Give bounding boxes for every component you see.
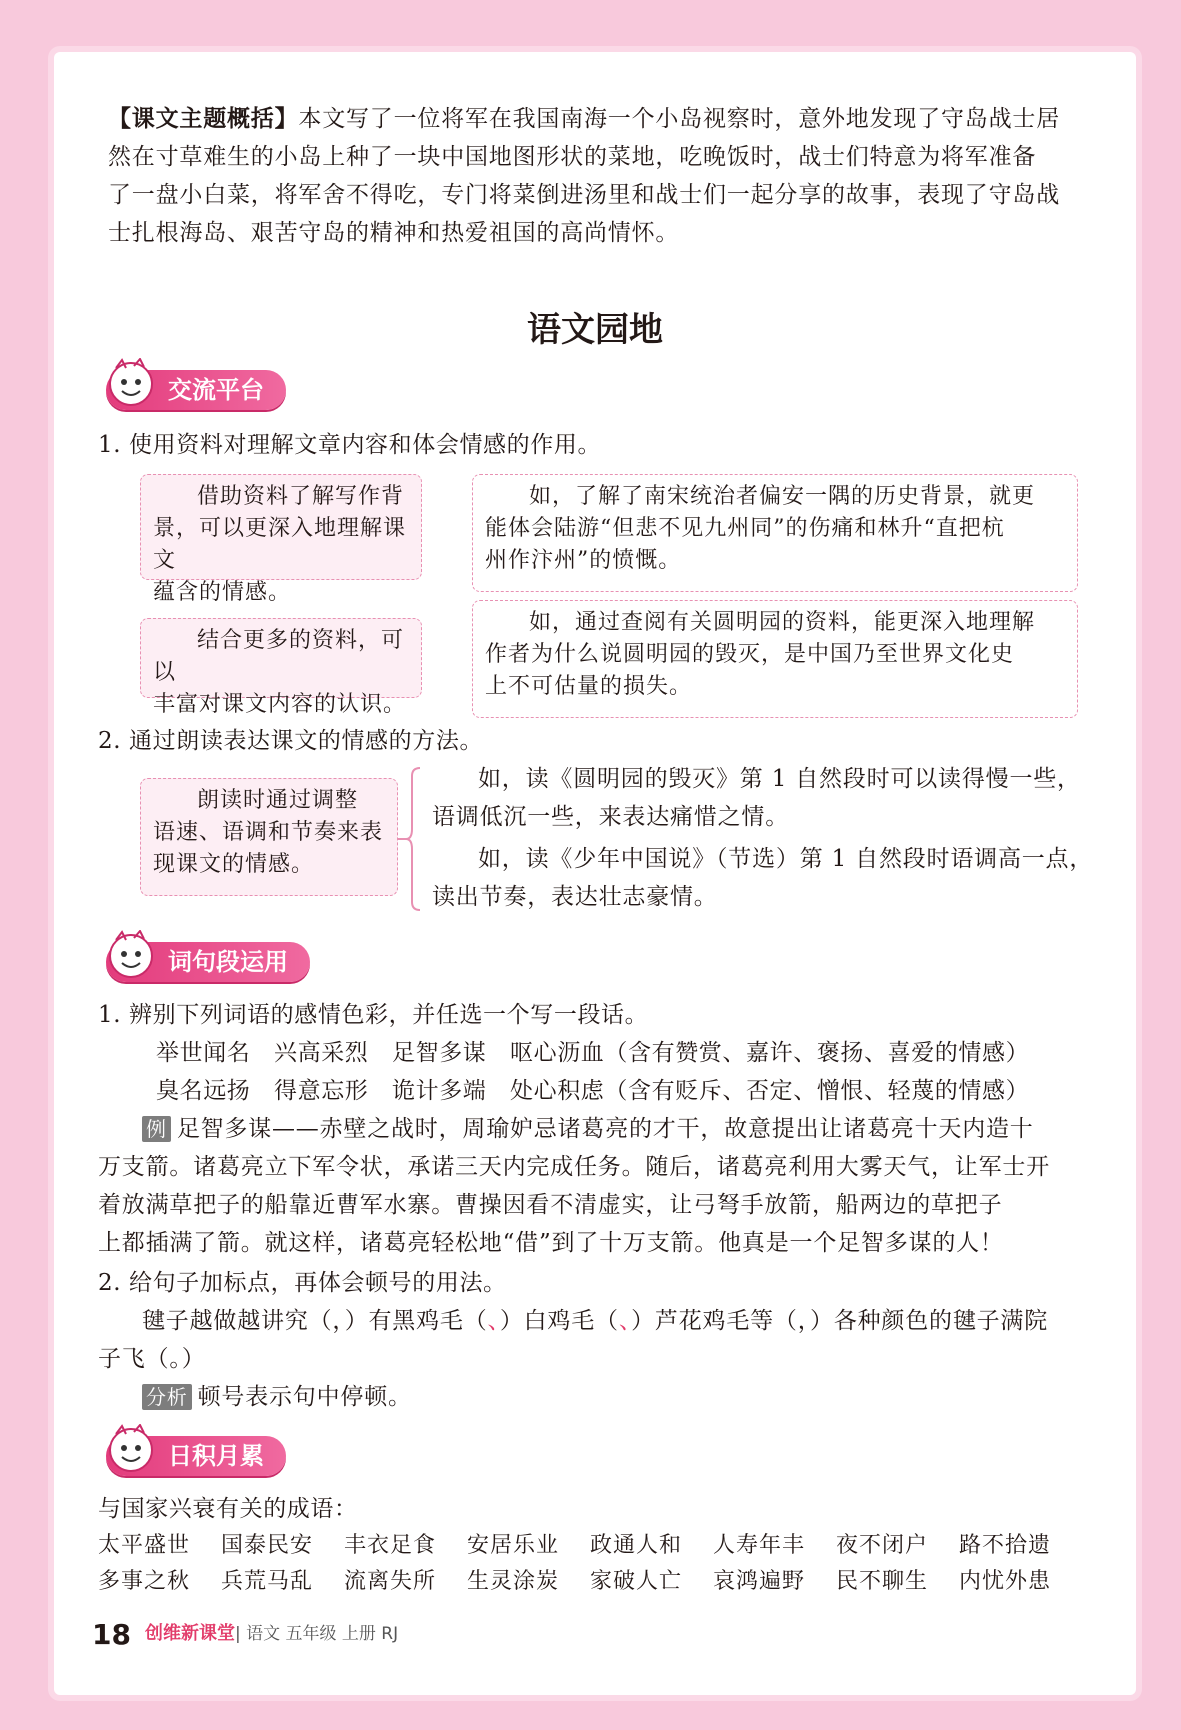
box-line: 借助资料了解写作背 bbox=[197, 484, 405, 509]
analysis-text: 顿号表示句中停顿。 bbox=[197, 1384, 412, 1410]
banner-words bbox=[106, 942, 310, 982]
idiom: 兵荒马乱 bbox=[221, 1569, 314, 1594]
banner-accumulate bbox=[106, 1436, 286, 1476]
example-label: 例 bbox=[142, 1116, 171, 1142]
mascot-icon bbox=[104, 1424, 158, 1482]
sentence-end: 子飞（。） bbox=[98, 1346, 206, 1372]
box-line: 州作汴州”的愤慨。 bbox=[485, 548, 682, 573]
idiom-row-negative: 臭名远扬 得意忘形 诡计多端 处心积虑（含有贬斥、否定、憎恨、轻蔑的情感） bbox=[156, 1078, 1030, 1104]
question-2: 2. 通过朗读表达课文的情感的方法。 bbox=[98, 728, 484, 754]
example-line: 如，读《少年中国说》（节选）第 1 自然段时语调高一点， bbox=[478, 846, 1094, 872]
idiom: 路不拾遗 bbox=[959, 1533, 1052, 1558]
example-line: 足智多谋——赤壁之战时，周瑜妒忌诸葛亮的才干，故意提出让诸葛亮十天内造十 bbox=[176, 1116, 1034, 1142]
sentence-part: 毽子越做越讲究（，）有黑鸡毛（ bbox=[142, 1308, 488, 1334]
idiom: 流离失所 bbox=[344, 1569, 437, 1594]
idiom-row-positive: 举世闻名 兴高采烈 足智多谋 呕心沥血（含有赞赏、嘉许、褒扬、喜爱的情感） bbox=[156, 1040, 1030, 1066]
banner-label: 日积月累 bbox=[168, 1442, 264, 1470]
idiom: 政通人和 bbox=[590, 1533, 683, 1558]
brand-name: 创维新课堂 bbox=[144, 1623, 235, 1644]
example-box-1 bbox=[472, 474, 1078, 592]
box-line: 能体会陆游“但悲不见九州同”的伤痛和林升“直把杭 bbox=[485, 516, 1005, 541]
box-line: 现课文的情感。 bbox=[153, 852, 315, 877]
answer-mark: 、 bbox=[618, 1308, 632, 1334]
idiom: 丰衣足食 bbox=[344, 1533, 437, 1558]
summary-box-1 bbox=[140, 474, 422, 605]
page-footer bbox=[92, 1618, 398, 1651]
idiom: 内忧外患 bbox=[959, 1569, 1052, 1594]
box-line: 朗读时通过调整 bbox=[197, 788, 359, 813]
box-line: 结合更多的资料，可以 bbox=[153, 628, 405, 685]
idiom: 夜不闭户 bbox=[836, 1533, 929, 1558]
box-line: 语速、语调和节奏来表 bbox=[153, 820, 384, 845]
mascot-icon bbox=[104, 930, 158, 988]
analysis bbox=[142, 1378, 412, 1416]
idiom: 哀鸿遍野 bbox=[713, 1569, 806, 1594]
idiom: 人寿年丰 bbox=[713, 1533, 806, 1558]
answer-mark: 、 bbox=[487, 1308, 500, 1334]
punctuation-sentence bbox=[142, 1302, 1048, 1340]
idiom: 安居乐业 bbox=[467, 1533, 560, 1558]
box-line: 蕴含的情感。 bbox=[153, 580, 292, 605]
box-line: 如，通过查阅有关圆明园的资料，能更深入地理解 bbox=[529, 610, 1036, 635]
example-box-2 bbox=[472, 600, 1078, 718]
banner-label: 词句段运用 bbox=[168, 948, 288, 976]
summary-tag: 【课文主题概括】 bbox=[108, 106, 299, 132]
idiom: 太平盛世 bbox=[98, 1533, 191, 1558]
theme-summary bbox=[108, 100, 1088, 252]
box-line: 如，了解了南宋统治者偏安一隅的历史背景，就更 bbox=[529, 484, 1036, 509]
section-title: 语文园地 bbox=[527, 310, 663, 350]
box-line: 丰富对课文内容的认识。 bbox=[153, 692, 407, 717]
page-number: 18 bbox=[92, 1618, 131, 1651]
summary-line: 然在寸草难生的小岛上种了一块中国地图形状的菜地，吃晚饭时，战士们特意为将军准备 bbox=[108, 144, 1037, 170]
bracket-icon bbox=[398, 764, 422, 914]
words-question-2: 2. 给句子加标点，再体会顿号的用法。 bbox=[98, 1270, 507, 1296]
sentence-part: ）芦花鸡毛等（，）各种颜色的毽子满院 bbox=[631, 1308, 1049, 1334]
words-question-1: 1. 辨别下列词语的感情色彩，并任选一个写一段话。 bbox=[98, 1002, 649, 1028]
banner-exchange bbox=[106, 370, 286, 410]
summary-line: 士扎根海岛、艰苦守岛的精神和热爱祖国的高尚情怀。 bbox=[108, 220, 680, 246]
reading-examples bbox=[426, 760, 1094, 920]
summary-box-2 bbox=[140, 618, 422, 717]
example-line: 上都插满了箭。就这样，诸葛亮轻松地“借”到了十万支箭。他真是一个足智多谋的人！ bbox=[98, 1230, 1004, 1256]
example-line: 万支箭。诸葛亮立下军令状，承诺三天内完成任务。随后，诸葛亮利用大雾天气，让军士开 bbox=[98, 1154, 1050, 1180]
example-line: 着放满草把子的船靠近曹军水寨。曹操因看不清虚实，让弓弩手放箭，船两边的草把子 bbox=[98, 1192, 1003, 1218]
example-line: 如，读《圆明园的毁灭》第 1 自然段时可以读得慢一些， bbox=[478, 766, 1081, 792]
box-line: 上不可估量的损失。 bbox=[485, 674, 693, 699]
mascot-icon bbox=[104, 358, 158, 416]
summary-box-3 bbox=[140, 778, 398, 896]
sentence-part: ）白鸡毛（ bbox=[499, 1308, 619, 1334]
page bbox=[54, 52, 1136, 1695]
banner-label: 交流平台 bbox=[168, 376, 264, 404]
idiom: 民不聊生 bbox=[836, 1569, 929, 1594]
idiom: 家破人亡 bbox=[590, 1569, 683, 1594]
example-line: 读出节奏，表达壮志豪情。 bbox=[432, 884, 718, 910]
book-meta: | 语文 五年级 上册 RJ bbox=[234, 1624, 399, 1644]
box-line: 作者为什么说圆明园的毁灭，是中国乃至世界文化史 bbox=[485, 642, 1015, 667]
question-1: 1. 使用资料对理解文章内容和体会情感的作用。 bbox=[98, 432, 602, 458]
analysis-label: 分析 bbox=[142, 1384, 192, 1410]
box-line: 景，可以更深入地理解课文 bbox=[153, 516, 407, 573]
summary-line: 本文写了一位将军在我国南海一个小岛视察时，意外地发现了守岛战士居 bbox=[298, 106, 1061, 132]
example-line: 语调低沉一些，来表达痛惜之情。 bbox=[432, 804, 789, 830]
example-paragraph bbox=[98, 1110, 1088, 1262]
idiom-list bbox=[98, 1528, 1098, 1600]
idiom: 国泰民安 bbox=[221, 1533, 314, 1558]
idiom: 生灵涂炭 bbox=[467, 1569, 560, 1594]
accumulate-intro: 与国家兴衰有关的成语： bbox=[98, 1496, 358, 1522]
idiom: 多事之秋 bbox=[98, 1569, 191, 1594]
summary-line: 了一盘小白菜，将军舍不得吃，专门将菜倒进汤里和战士们一起分享的故事，表现了守岛战 bbox=[108, 182, 1060, 208]
